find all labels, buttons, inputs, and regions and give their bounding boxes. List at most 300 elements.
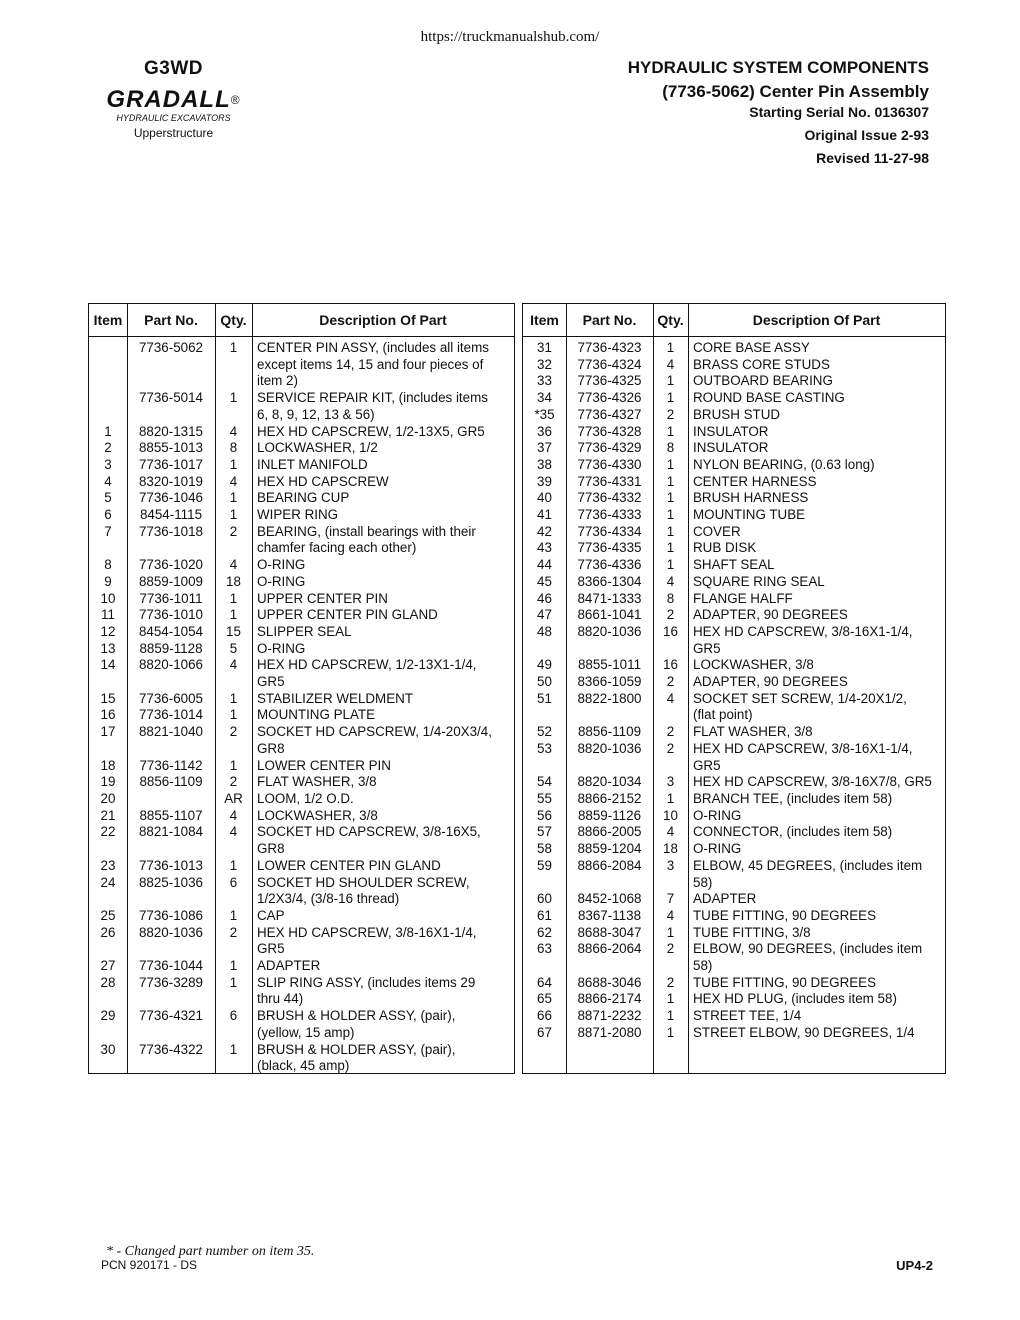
table-row	[523, 574, 945, 591]
item-number	[89, 390, 127, 423]
part-number: 8320-1019	[138, 473, 204, 489]
table-row	[89, 875, 514, 908]
part-description: FLAT WASHER, 3/8	[257, 774, 377, 790]
part-description: CENTER PIN ASSY, (includes all items except items 14, 15 and four pieces of item 2)	[257, 340, 489, 389]
part-number: 8855-1013	[138, 440, 204, 456]
part-number: 7736-5062	[138, 340, 204, 355]
quantity: 2	[666, 406, 675, 422]
table-row	[523, 490, 945, 507]
item-number: 45	[537, 573, 552, 589]
part-description: INLET MANIFOLD	[257, 456, 368, 472]
item-number: 38	[537, 456, 552, 472]
quantity: 10	[663, 807, 678, 823]
quantity: 4	[666, 573, 675, 589]
table-row	[523, 724, 945, 741]
item-number: 54	[537, 774, 552, 790]
quantity: 1	[666, 373, 675, 389]
quantity: 8	[229, 440, 238, 456]
table-row	[89, 975, 514, 1008]
item-number: 20	[100, 790, 116, 806]
part-description: LOCKWASHER, 3/8	[693, 657, 814, 673]
quantity: 1	[666, 557, 675, 573]
part-description: LOCKWASHER, 3/8	[257, 807, 378, 823]
item-number: 30	[100, 1041, 116, 1057]
quantity: 8	[666, 590, 675, 606]
part-description: BRUSH HARNESS	[693, 490, 809, 506]
part-number: 8454-1115	[139, 507, 203, 523]
part-number: 7736-3289	[138, 974, 204, 990]
part-number: 7736-1010	[138, 607, 204, 623]
part-description: SHAFT SEAL	[693, 557, 775, 573]
part-number: 7736-1020	[138, 557, 204, 573]
item-number: 57	[537, 824, 552, 840]
table-row	[523, 908, 945, 925]
item-number: 46	[537, 590, 552, 606]
item-number: 4	[104, 473, 112, 489]
col-header-description: Description Of Part	[319, 312, 447, 328]
col-header-part-no: Part No.	[582, 312, 637, 328]
quantity: 2	[666, 607, 675, 623]
part-number: 8366-1059	[577, 674, 642, 690]
serial-number: Starting Serial No. 0136307	[749, 104, 929, 120]
part-number: 8820-1315	[138, 423, 204, 439]
parts-table-left	[88, 303, 515, 1074]
quantity: 1	[666, 473, 675, 489]
part-number: 8367-1138	[577, 907, 642, 923]
part-number: 7736-1142	[139, 757, 203, 773]
table-row	[523, 624, 945, 657]
part-description: HEX HD CAPSCREW, 3/8-16X7/8, GR5	[693, 774, 932, 790]
item-number: 33	[537, 373, 552, 389]
item-number: 22	[100, 824, 116, 840]
quantity: 1	[666, 390, 675, 406]
table-body	[89, 340, 514, 1075]
part-number: 7736-4336	[577, 557, 642, 573]
part-description: TUBE FITTING, 3/8	[693, 924, 811, 940]
part-number: 8866-2064	[577, 941, 642, 957]
quantity: 4	[229, 657, 238, 673]
col-header-qty: Qty.	[657, 312, 684, 328]
part-number: 7736-1014	[138, 707, 204, 723]
table-row	[89, 440, 514, 457]
item-number: 15	[100, 690, 116, 706]
item-number: 5	[104, 490, 112, 506]
item-number: 11	[101, 607, 115, 623]
part-description: UPPER CENTER PIN	[257, 590, 388, 606]
revised-date: Revised 11-27-98	[816, 150, 929, 166]
part-description: HEX HD CAPSCREW, 3/8-16X1-1/4, GR5	[257, 924, 477, 957]
page-title: HYDRAULIC SYSTEM COMPONENTS	[627, 58, 929, 77]
logo-text: GRADALL	[106, 86, 231, 113]
quantity: 4	[666, 824, 675, 840]
item-number: 65	[537, 991, 552, 1007]
part-description: MOUNTING TUBE	[693, 507, 806, 523]
part-description: BRUSH & HOLDER ASSY, (pair), (black, 45 amp)	[257, 1041, 456, 1074]
col-header-description: Description Of Part	[752, 312, 881, 328]
col-header-part-no: Part No.	[144, 312, 198, 328]
part-number: 8821-1084	[138, 824, 204, 840]
quantity: 1	[229, 590, 238, 606]
table-row	[523, 741, 945, 774]
table-row	[89, 925, 514, 958]
quantity: 1	[666, 924, 675, 940]
table-row	[89, 574, 514, 591]
part-description: SLIP RING ASSY, (includes items 29 thru 44)	[257, 974, 476, 1007]
item-number: 44	[537, 557, 552, 573]
table-row	[89, 908, 514, 925]
part-description: LOCKWASHER, 1/2	[257, 440, 378, 456]
pcn-number: PCN 920171 - DS	[101, 1258, 198, 1272]
item-number: 56	[537, 807, 552, 823]
part-number: 7736-4332	[577, 490, 642, 506]
part-description: INSULATOR	[693, 440, 769, 456]
quantity: 3	[666, 857, 675, 873]
table-row	[89, 624, 514, 641]
quantity: 1	[229, 490, 238, 506]
part-number: 7736-4323	[577, 340, 642, 355]
part-number: 7736-1017	[138, 456, 204, 472]
part-description: COVER	[693, 523, 741, 539]
quantity: 2	[666, 674, 675, 690]
item-number: 42	[537, 523, 552, 539]
table-row	[523, 540, 945, 557]
item-number: 23	[100, 857, 116, 873]
quantity: 2	[666, 740, 675, 756]
item-number: 55	[537, 790, 552, 806]
table-row	[89, 1042, 514, 1075]
part-description: SOCKET HD CAPSCREW, 3/8-16X5, GR8	[257, 824, 481, 857]
quantity: 4	[229, 423, 238, 439]
part-description: UPPER CENTER PIN GLAND	[257, 607, 438, 623]
quantity: 2	[666, 724, 675, 740]
table-row	[89, 824, 514, 857]
table-body	[523, 340, 945, 1042]
quantity: 1	[666, 991, 675, 1007]
table-row	[523, 340, 945, 357]
item-number: 9	[104, 573, 112, 589]
page-number: UP4-2	[896, 1258, 933, 1273]
table-row	[523, 791, 945, 808]
item-number: 61	[537, 907, 552, 923]
part-number: 8366-1304	[577, 573, 642, 589]
part-number: 8471-1333	[577, 590, 642, 606]
item-number: 24	[100, 874, 116, 890]
part-number: 8452-1068	[577, 891, 642, 907]
part-description: O-RING	[257, 573, 306, 589]
quantity: 1	[229, 857, 238, 873]
item-number: 62	[537, 924, 552, 940]
quantity: 4	[229, 557, 238, 573]
item-number: 66	[537, 1008, 552, 1024]
item-number: 36	[537, 423, 552, 439]
part-description: TUBE FITTING, 90 DEGREES	[693, 907, 877, 923]
quantity: 1	[229, 507, 238, 523]
part-description: ELBOW, 45 DEGREES, (includes item 58)	[693, 857, 923, 890]
part-description: SOCKET HD SHOULDER SCREW, 1/2X3/4, (3/8-16 thread)	[257, 874, 470, 907]
part-number: 7736-1086	[138, 907, 204, 923]
part-description: RUB DISK	[693, 540, 757, 556]
part-number: 7736-1011	[139, 590, 203, 606]
quantity: 1	[229, 1041, 238, 1057]
table-row	[523, 457, 945, 474]
item-number: 6	[104, 507, 112, 523]
quantity: 7	[666, 891, 675, 907]
part-description: WIPER RING	[257, 507, 339, 523]
part-description: SOCKET SET SCREW, 1/4-20X1/2, (flat point)	[693, 690, 907, 723]
table-row	[523, 674, 945, 691]
part-number: 8871-2080	[577, 1024, 642, 1040]
part-number: 7736-4329	[577, 440, 642, 456]
part-number: 7736-6005	[138, 690, 204, 706]
item-number: *35	[534, 406, 555, 422]
part-description: MOUNTING PLATE	[257, 707, 376, 723]
quantity: 1	[666, 1008, 675, 1024]
quantity: 8	[666, 440, 675, 456]
table-row	[89, 524, 514, 557]
part-number: 8454-1054	[138, 623, 204, 639]
part-number: 7736-4331	[577, 473, 642, 489]
part-number: 8866-2084	[577, 857, 642, 873]
item-number: 10	[100, 590, 116, 606]
part-description: STREET TEE, 1/4	[693, 1008, 802, 1024]
quantity: 1	[229, 757, 238, 773]
item-number: 40	[537, 490, 552, 506]
part-number: 8859-1128	[139, 640, 203, 656]
item-number: 14	[100, 657, 116, 673]
item-number: 7	[104, 523, 112, 539]
part-number: 8856-1109	[139, 774, 203, 790]
quantity: 1	[666, 490, 675, 506]
part-number: 8855-1107	[139, 807, 203, 823]
quantity: 4	[666, 690, 675, 706]
part-number: 7736-4335	[577, 540, 642, 556]
quantity: 6	[229, 874, 238, 890]
item-number: 3	[104, 456, 112, 472]
quantity: 1	[666, 1024, 675, 1040]
table-row	[89, 691, 514, 708]
col-header-item: Item	[93, 312, 123, 328]
table-row	[89, 340, 514, 390]
quantity: 2	[229, 774, 238, 790]
part-description: ELBOW, 90 DEGREES, (includes item 58)	[693, 941, 923, 974]
quantity: 4	[229, 473, 238, 489]
item-number: 41	[537, 507, 552, 523]
item-number: 28	[100, 974, 116, 990]
col-header-item: Item	[530, 312, 559, 328]
item-number: 49	[537, 657, 552, 673]
part-number: 8821-1040	[138, 724, 204, 740]
item-number: 2	[104, 440, 112, 456]
item-number: 59	[537, 857, 552, 873]
part-description: BRASS CORE STUDS	[693, 356, 830, 372]
part-description: ADAPTER, 90 DEGREES	[693, 674, 848, 690]
part-description: TUBE FITTING, 90 DEGREES	[693, 974, 877, 990]
item-number: 1	[104, 423, 112, 439]
quantity: 1	[229, 907, 238, 923]
table-row	[89, 457, 514, 474]
quantity: 2	[229, 924, 238, 940]
part-number: 8866-2005	[577, 824, 642, 840]
part-description: STABILIZER WELDMENT	[257, 690, 413, 706]
item-number: 13	[100, 640, 116, 656]
quantity: 1	[666, 507, 675, 523]
item-number: 29	[100, 1008, 116, 1024]
quantity: 4	[666, 356, 675, 372]
table-row	[523, 941, 945, 974]
quantity: 4	[229, 807, 238, 823]
part-description: ADAPTER, 90 DEGREES	[693, 607, 848, 623]
table-row	[523, 424, 945, 441]
part-number: 8866-2152	[577, 790, 642, 806]
part-description: INSULATOR	[693, 423, 769, 439]
part-description: CENTER HARNESS	[693, 473, 817, 489]
quantity: 1	[229, 707, 238, 723]
item-number: 12	[100, 623, 116, 639]
table-row	[89, 641, 514, 658]
item-number: 39	[537, 473, 552, 489]
table-row	[523, 925, 945, 942]
part-description: O-RING	[693, 841, 742, 857]
part-number: 7736-4328	[577, 423, 642, 439]
footnote: * - Changed part number on item 35.	[106, 1244, 315, 1259]
item-number: 16	[100, 707, 116, 723]
part-number: 7736-4334	[577, 523, 642, 539]
table-row	[89, 791, 514, 808]
brand-tagline: HYDRAULIC EXCAVATORS	[116, 113, 231, 123]
table-row	[89, 1008, 514, 1041]
registered-mark: ®	[230, 93, 241, 107]
item-number: 21	[100, 807, 116, 823]
part-number: 7736-4322	[138, 1041, 204, 1057]
part-description: BEARING, (install bearings with their chamfer facing each other)	[257, 523, 476, 556]
original-issue: Original Issue 2-93	[804, 127, 929, 143]
table-row	[89, 557, 514, 574]
part-description: HEX HD CAPSCREW	[257, 473, 389, 489]
quantity: 2	[229, 724, 238, 740]
part-number: 7736-1044	[138, 958, 204, 974]
quantity: 1	[666, 523, 675, 539]
table-row	[89, 758, 514, 775]
part-number: 8820-1066	[138, 657, 204, 673]
table-row	[523, 808, 945, 825]
table-row	[89, 774, 514, 791]
quantity: 1	[666, 340, 675, 355]
part-number: 7736-1046	[138, 490, 204, 506]
quantity: 1	[666, 423, 675, 439]
table-row	[523, 390, 945, 407]
table-row	[89, 474, 514, 491]
part-number: 7736-4321	[138, 1008, 204, 1024]
table-row	[523, 657, 945, 674]
quantity: 1	[666, 456, 675, 472]
part-description: ROUND BASE CASTING	[693, 390, 845, 406]
part-description: LOWER CENTER PIN	[257, 757, 391, 773]
part-description: ADAPTER	[693, 891, 757, 907]
table-row	[523, 975, 945, 992]
item-number: 31	[537, 340, 552, 355]
table-row	[89, 607, 514, 624]
item-number: 63	[537, 941, 552, 957]
table-row	[89, 507, 514, 524]
quantity: 1	[229, 974, 238, 990]
part-description: STREET ELBOW, 90 DEGREES, 1/4	[693, 1024, 915, 1040]
item-number: 19	[100, 774, 116, 790]
part-number: 7736-4324	[577, 356, 642, 372]
table-row	[523, 357, 945, 374]
item-number: 32	[537, 356, 552, 372]
part-number: 8856-1109	[577, 724, 642, 740]
item-number: 18	[100, 757, 116, 773]
part-description: SOCKET HD CAPSCREW, 1/4-20X3/4, GR8	[257, 724, 492, 756]
table-row	[523, 474, 945, 491]
part-description: SQUARE RING SEAL	[693, 573, 825, 589]
item-number: 17	[100, 724, 116, 740]
quantity: 16	[663, 623, 678, 639]
quantity: 1	[229, 456, 238, 472]
quantity: 4	[666, 907, 675, 923]
part-description: NYLON BEARING, (0.63 long)	[693, 456, 875, 472]
parts-table-right	[522, 303, 946, 1074]
item-number: 60	[537, 891, 552, 907]
quantity: 1	[229, 607, 238, 623]
quantity: 1	[229, 340, 238, 355]
quantity: 5	[229, 640, 238, 656]
table-row	[89, 808, 514, 825]
part-description: O-RING	[257, 640, 306, 656]
part-number: 8688-3046	[577, 974, 642, 990]
item-number: 52	[537, 724, 552, 740]
brand-block	[96, 58, 251, 140]
quantity: 18	[663, 841, 678, 857]
table-row	[89, 390, 514, 423]
table-row	[523, 1025, 945, 1042]
table-row	[89, 858, 514, 875]
table-row	[89, 707, 514, 724]
table-row	[89, 724, 514, 757]
item-number: 27	[100, 958, 116, 974]
part-description: HEX HD CAPSCREW, 1/2-13X5, GR5	[257, 423, 485, 439]
item-number: 43	[537, 540, 552, 556]
part-number: 8688-3047	[577, 924, 642, 940]
quantity: 2	[666, 974, 675, 990]
table-row	[89, 958, 514, 975]
part-description: O-RING	[257, 557, 306, 573]
part-number: 7736-1018	[138, 523, 204, 539]
part-description: HEX HD PLUG, (includes item 58)	[693, 991, 897, 1007]
part-number: 8859-1009	[138, 573, 204, 589]
table-row	[523, 824, 945, 841]
quantity: 6	[229, 1008, 238, 1024]
part-description: CONNECTOR, (includes item 58)	[693, 824, 893, 840]
item-number: 53	[537, 740, 552, 756]
table-row	[523, 841, 945, 858]
quantity: 2	[229, 523, 238, 539]
part-description: BRANCH TEE, (includes item 58)	[693, 790, 893, 806]
part-description: ADAPTER	[257, 958, 321, 974]
part-description: SERVICE REPAIR KIT, (includes items 6, 8, 9, 12, 13 & 56)	[257, 390, 488, 422]
part-description: SLIPPER SEAL	[257, 623, 352, 639]
table-row	[89, 657, 514, 690]
source-url[interactable]: https://truckmanualshub.com/	[420, 29, 600, 45]
table-row	[523, 507, 945, 524]
part-description: BRUSH & HOLDER ASSY, (pair), (yellow, 15 amp)	[257, 1008, 456, 1040]
part-number: 7736-4330	[577, 456, 642, 472]
quantity: 16	[663, 657, 678, 673]
part-description: LOOM, 1/2 O.D.	[257, 790, 354, 806]
part-number: 7736-4325	[577, 373, 642, 389]
part-description: LOWER CENTER PIN GLAND	[257, 857, 441, 873]
item-number: 50	[537, 674, 552, 690]
